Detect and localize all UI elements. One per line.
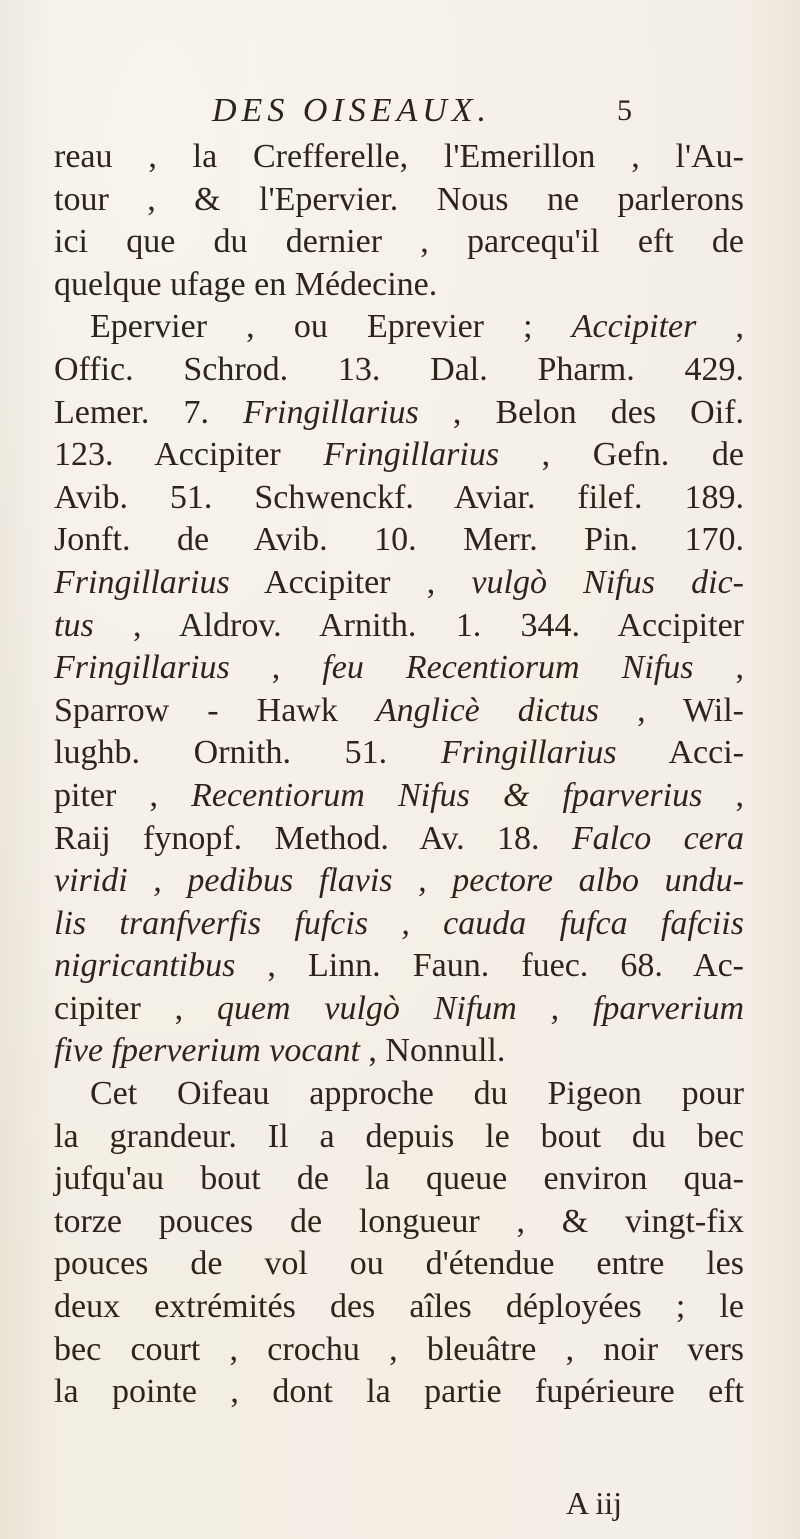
text-run: , (702, 776, 744, 814)
text-line (54, 392, 744, 435)
text-run: , (693, 649, 744, 687)
italic-text: Fringillarius (54, 649, 230, 687)
text-run: quelque ufage en Médecine. (54, 265, 438, 303)
text-line (54, 818, 744, 861)
text-line (54, 732, 744, 775)
italic-text: Fringillarius (243, 393, 419, 431)
text-line (54, 264, 744, 307)
italic-text: vulgò Nifus dic- (471, 563, 744, 601)
italic-text: lis tranfverfis fufcis , cauda fufca fafciis (54, 904, 744, 942)
text-line (54, 945, 744, 988)
italic-text: tus (54, 606, 94, 644)
text-run: Epervier , ou Eprevier ; (90, 308, 572, 346)
text-run: la grandeur. Il a depuis le bout du bec (54, 1117, 744, 1155)
text-line (54, 1030, 744, 1073)
text-run: Sparrow - Hawk (54, 691, 376, 729)
page-header (0, 92, 800, 136)
text-run: Jonft. de Avib. 10. Merr. Pin. 170. (54, 521, 744, 559)
text-line (54, 1371, 744, 1414)
text-run: Acci- (616, 734, 744, 772)
text-line (54, 690, 744, 733)
text-run: la pointe , dont la partie fupérieure eft (54, 1373, 744, 1411)
italic-text: Fringillarius (54, 563, 230, 601)
signature-mark: A iij (566, 1485, 623, 1521)
text-line (54, 1201, 744, 1244)
text-line (54, 1116, 744, 1159)
text-run: pouces de vol ou d'étendue entre les (54, 1245, 744, 1283)
text-run: , (696, 308, 744, 346)
italic-text: Accipiter (571, 308, 697, 346)
page-number: 5 (617, 94, 632, 127)
italic-text: Recentiorum Nifus & fparverius (191, 776, 703, 814)
text-run: deux extrémités des aîles déployées ; le (54, 1288, 744, 1326)
text-line (54, 562, 744, 605)
text-line (54, 860, 744, 903)
text-line (54, 988, 744, 1031)
italic-text: feu Recentiorum Nifus (322, 649, 694, 687)
text-run: bec court , crochu , bleuâtre , noir vers (54, 1330, 744, 1368)
text-line (54, 477, 744, 520)
text-run: Cet Oifeau approche du Pigeon pour (90, 1075, 744, 1113)
italic-text: five fperverium vocant (54, 1032, 360, 1070)
text-run: ici que du dernier , parcequ'il eft de (54, 223, 744, 261)
text-line (54, 306, 744, 349)
text-run: , Aldrov. Arnith. 1. 344. Accipiter (93, 606, 744, 644)
text-line (54, 1073, 744, 1116)
italic-text: viridi , pedibus flavis , pectore albo undu- (54, 862, 744, 900)
text-line (54, 349, 744, 392)
text-run: Offic. Schrod. 13. Dal. Pharm. 429. (54, 350, 744, 388)
text-run: , Nonnull. (359, 1032, 506, 1070)
text-run: Raij fynopf. Method. Av. 18. (54, 819, 572, 857)
text-run: Avib. 51. Schwenckf. Aviar. filef. 189. (54, 478, 744, 516)
text-line (54, 179, 744, 222)
text-line (54, 221, 744, 264)
italic-text: Falco cera (571, 819, 744, 857)
text-run: 123. Accipiter (54, 436, 324, 474)
text-line (54, 519, 744, 562)
italic-text: Anglicè dictus (375, 691, 600, 729)
text-run: , Wil- (599, 691, 744, 729)
text-line (54, 903, 744, 946)
text-line (54, 1286, 744, 1329)
text-line (54, 1243, 744, 1286)
text-run: piter , (54, 776, 192, 814)
text-run: , (229, 649, 323, 687)
text-line (54, 1329, 744, 1372)
text-run: lughb. Ornith. 51. (54, 734, 441, 772)
text-line (54, 1158, 744, 1201)
italic-text: nigricantibus (54, 947, 236, 985)
italic-text: Fringillarius (323, 436, 500, 474)
text-line (54, 647, 744, 690)
text-run: tour , & l'Epervier. Nous ne parlerons (54, 180, 744, 218)
text-run: , Linn. Faun. fuec. 68. Ac- (235, 947, 744, 985)
text-line (54, 434, 744, 477)
text-run: cipiter , (54, 989, 217, 1027)
text-run: , Belon des Oif. (418, 393, 745, 431)
italic-text: quem vulgò Nifum , fparverium (216, 989, 745, 1027)
text-run: torze pouces de longueur , & vingt-fix (54, 1202, 744, 1240)
text-line (54, 605, 744, 648)
text-line (54, 136, 744, 179)
text-run: jufqu'au bout de la queue environ qua- (54, 1160, 744, 1198)
text-line (54, 775, 744, 818)
italic-text: Fringillarius (440, 734, 617, 772)
body-text (54, 136, 744, 1414)
text-run: , Gefn. de (499, 436, 744, 474)
text-run: Lemer. 7. (54, 393, 244, 431)
text-run: reau , la Crefferelle, l'Emerillon , l'Au- (54, 138, 744, 175)
running-head: DES OISEAUX. (212, 92, 492, 129)
text-run: Accipiter , (229, 563, 472, 601)
